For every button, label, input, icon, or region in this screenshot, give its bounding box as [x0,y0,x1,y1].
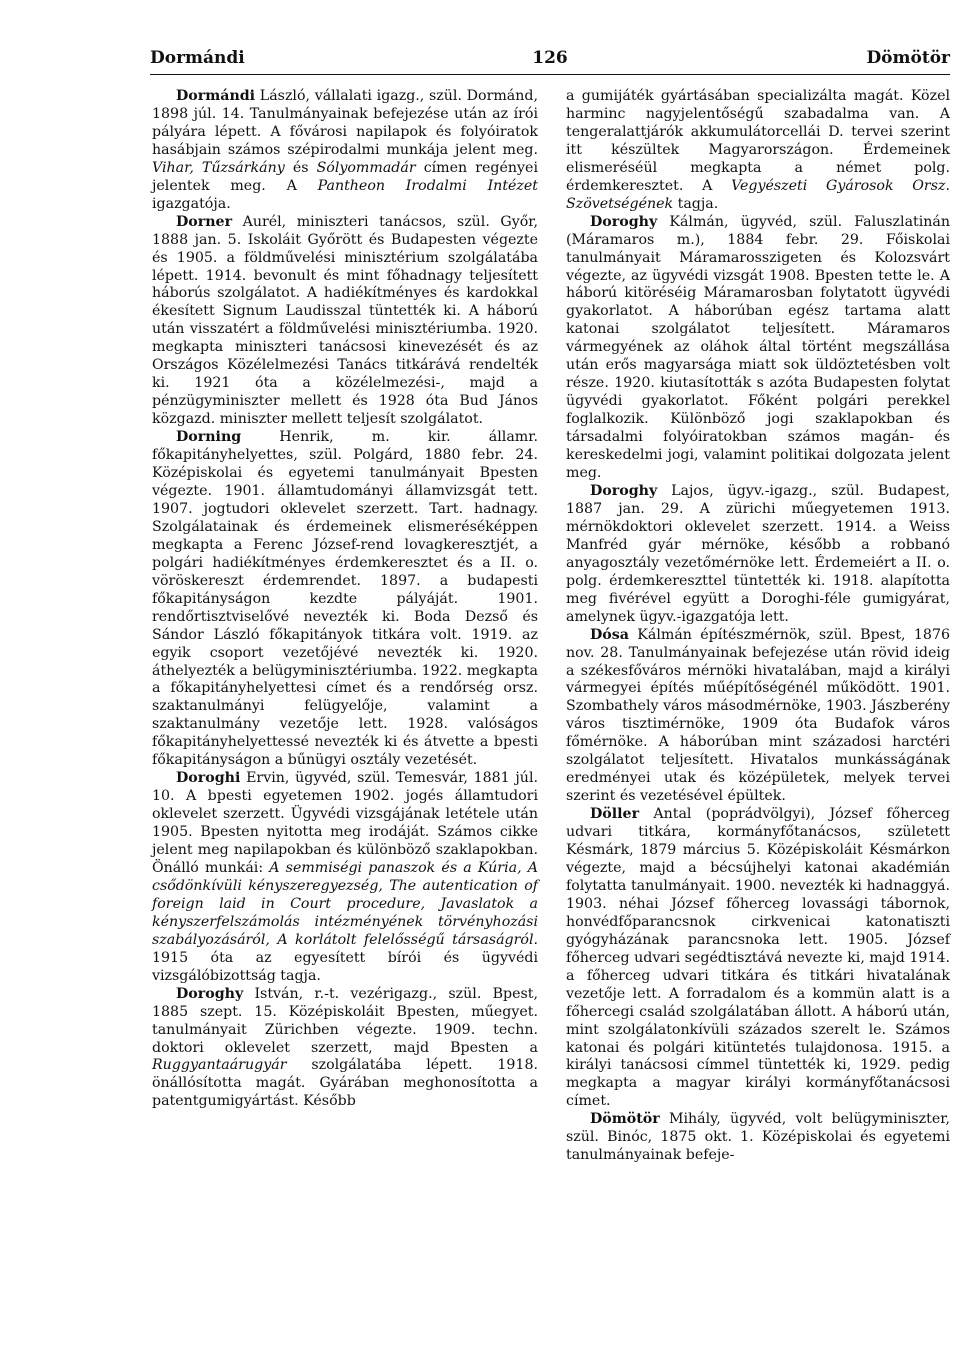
italic-title: Ruggyantaárugyár [152,1057,287,1074]
entry-text: címen regényei jelentek meg. A [152,159,538,194]
header-rule [150,74,950,75]
page-header [150,48,950,72]
page-number: 126 [532,48,568,68]
entry-text: 1915 óta az egyesített bírói és ügyvédi vizsgálóbizottság tagja. [152,949,538,984]
entry-name: Dorning [176,429,242,446]
italic-title: Vihar, Tűzsárkány [152,159,285,176]
entry-text: a gumijáték gyártásában specializálta magát. Közel harminc nagyjelentőségű szabadalma van. A tengeralattjárók akkumulátorcellái D. tervei szerint itt készültek Magyarországon. Érdemeinek elismeréséül megkapta a német polg. érdemkeresztet. A [566,88,950,194]
entry-text: István, r.-t. vezérigazg., szül. Bpest, 1885 szept. 15. Középiskoláit Bpesten, műegyet. tanulmányait Zürichben végezte. 1909. techn. doktori oklevelet szerzett, majd Bpesten a [152,985,538,1056]
entry-name: Doroghy [176,985,244,1002]
entry-name: Doroghi [176,770,241,787]
entry-name: Dorner [176,213,233,230]
entry-text: és [284,159,317,176]
biography-entry [566,483,950,627]
biography-entry [152,770,538,985]
italic-title: Pantheon Irodalmi Intézet [317,177,538,194]
biography-entry [566,627,950,807]
entry-text: László, vállalati igazg., szül. Dormánd, 1898 júl. 14. Tanulmányainak befejezése után az írói pályára lépett. A fővárosi napilapok és folyóiratok hasábjain számos szépirodalmi munkája jelent meg. [152,88,538,158]
biography-entry [152,429,538,770]
entry-name: Doroghy [590,213,658,230]
right-column [566,88,950,1165]
entry-text: igazgatója. [152,195,231,212]
italic-title: A semmiségi panaszok és a Kúria, A csődönkívüli kényszeregyezség, The autentication of foreign laid in Court procedure, Javaslatok a kényszerfelszámolás intézményének törvényhozási szabályozásáról, A korlátolt felelősségű társaságról. [152,859,538,948]
biography-entry [152,214,538,429]
entry-name: Dömötör [590,1111,660,1128]
entry-text: Kálmán építészmérnök, szül. Bpest, 1876 nov. 28. Tanulmányainak befejezése után rövid ideig a székesfőváros mérnöki hivatalában, majd a királyi vármegyei építés műépítőségénél működött. 1901. Szombathely város másodmérnöke, 1903. Jászberény város tisztimérnöke, 1909 óta Budafok város főmérnöke. A háborúban mint századosi harctéri szolgálatot teljesített. Hivatalos munkásságának eredményei utak és középületek, melyek tervei szerint és vezetésével épültek. [566,626,950,805]
entry-name: Dósa [590,626,629,643]
entry-text: Aurél, miniszteri tanácsos, szül. Győr, 1888 jan. 5. Iskoláit Győrött és Budapesten végezte és 1905. a földművelési minisztérium szolgálatába lépett. 1914. bevonult és mint főhadnagy teljesített háborús szolgálatot. A hadiékítményes és kardokkal ékesített Signum Laudisszal tüntették ki. A háború után visszatért a földművelési minisztériumba. 1920. megkapta miniszteri tanácsosi kinevezését és az Országos Közélelmezési Tanács titkárává rendelték ki. 1921 óta a közélelmezési-, majd a pénzügyminiszter mellett és 1928 óta Bud János közgazd. miniszter mellett teljesít szolgálatot. [152,213,538,428]
entry-text: Henrik, m. kir. államr. főkapitányhelyettes, szül. Polgárd, 1880 febr. 24. Középiskolai és egyetemi tanulmányait Bpesten végezte. 1901. államtudományi államvizsgát tett. 1907. jogtudori oklevelet szerzett. Tart. hadnagy. Szolgálatainak és érdemeinek elismeréséképpen megkapta a Ferenc József-rend lovagkeresztjét, a polgári hadiékítményes érdemkeresztet és a II. o. vöröskereszt érdemrendet. 1897. a budapesti főkapitányságon kezdte pályáját. 1901. rendőrtisztviselővé nevezték ki. Boda Dezső és Sándor László főkapitányok titkára volt. 1919. az egyik csoport vezetőjévé nevezték ki. 1920. áthelyezték a belügyminisztériumba. 1922. megkapta a főkapitányhelyettesi címet és a rendőrség orsz. szaktanulmányi felügyelője, valamint a szaktanulmány vezetője lett. 1928. valóságos főkapitányhelyettessé nevezték ki és átvette a bpesti főkapitányságon a bűnügyi osztály vezetését. [152,429,538,769]
entry-text: tagja. [673,195,719,212]
left-column [152,88,538,1111]
entry-name: Doroghy [590,482,658,499]
entry-text: Antal (poprádvölgyi), József főherceg udvari titkára, kormányfőtanácsos, született Késmárk, 1879 március 5. Középiskoláit Késmárkon végezte, majd a bécsújhelyi katonai akadémián folytatta tanulmányait. 1900. nevezték ki hadnaggyá. 1903. néhai József főherceg lovassági tábornok, honvédfőparancsnok cirkvenicai katonatiszti gyógyházának parancsnoka lett. 1905. József főherceg udvari segédtisztává nevezte ki, majd 1914. a főherceg udvari titkára és titkári hivatalának vezetője lett. A forradalom és a kommün alatt is a főhercegi család szolgálatában állott. A háború után, mint szolgálatonkívüli százados szerelt le. Számos katonai és polgári kitüntetés tulajdonosa. 1915. a királyi tanácsosi címmel tüntették ki, 1929. pedig megkapta a magyar királyi kormányfőtanácsosi címet. [566,806,950,1110]
biography-entry [152,88,538,214]
italic-title: Vegyészeti Gyárosok Orsz. Szövetségének [566,177,950,212]
entry-text: Kálmán, ügyvéd, szül. Faluszlatinán (Máramaros m.), 1884 febr. 29. Főiskolai tanulmányait Máramarosszigeten és Kolozsvárt végezte, az ügyvédi vizsgát 1908. Bpesten tette le. A háború kitöréséig Máramarosban folytatott ügyvédi gyakorlatot. A háborúban egész tartama alatt katonai szolgálatot teljesített. Máramaros vármegyének az oláhok által történt megszállása után erős magyarsága miatt sok üldöztetésben volt része. 1920. kiutasították s azóta Budapesten folytat ügyvédi gyakorlatot. Főként polgári perekkel foglalkozik. Különböző jogi szaklapokban és társadalmi folyóiratokban számos magán- és kereskedelmi jogi, valamint politikai dolgozata jelent meg. [566,213,950,482]
header-left-guide-word: Dormándi [150,48,245,68]
entry-text: Ervin, ügyvéd, szül. Temesvár, 1881 júl. 10. A bpesti egyetemen 1902. jogés államtudori oklevelet szerzett. Ügyvédi vizsgájának letétele után 1905. Bpesten nyitotta meg irodáját. Számos cikke jelent meg napilapokban és különböző szaklapokban. Önálló munkái: [152,770,538,876]
entry-text: szolgálatába lépett. 1918. önállósította magát. Gyárában meghonosította a patentgumigyártást. Később [152,1057,538,1110]
biography-entry [566,1111,950,1165]
entry-name: Dormándi [176,88,256,104]
biography-entry [566,806,950,1111]
entry-text: Mihály, ügyvéd, volt belügyminiszter, szül. Binóc, 1875 okt. 1. Középiskolai és egyetemi tanulmányainak befeje- [566,1111,950,1164]
biography-entry [152,986,538,1112]
entry-name: Döller [590,806,640,823]
italic-title: Sólyommadár [316,159,416,176]
biography-entry [566,214,950,483]
entry-text: Lajos, ügyv.-igazg., szül. Budapest, 1887 jan. 29. A zürichi műegyetemen 1913. mérnökdoktori oklevelet szerzett. 1914. a Weiss Manfréd gyár mérnöke, később a robbanó anyagosztály vezetőmérnöke lett. Érdemeiért a II. o. polg. érdemkereszttel tüntették ki. 1918. alapította meg fivérével együtt a Doroghi-féle gumigyárat, amelynek ügyv.-igazgatója lett. [566,482,950,625]
header-right-guide-word: Dömötör [866,48,950,68]
entry-continuation [566,88,950,214]
